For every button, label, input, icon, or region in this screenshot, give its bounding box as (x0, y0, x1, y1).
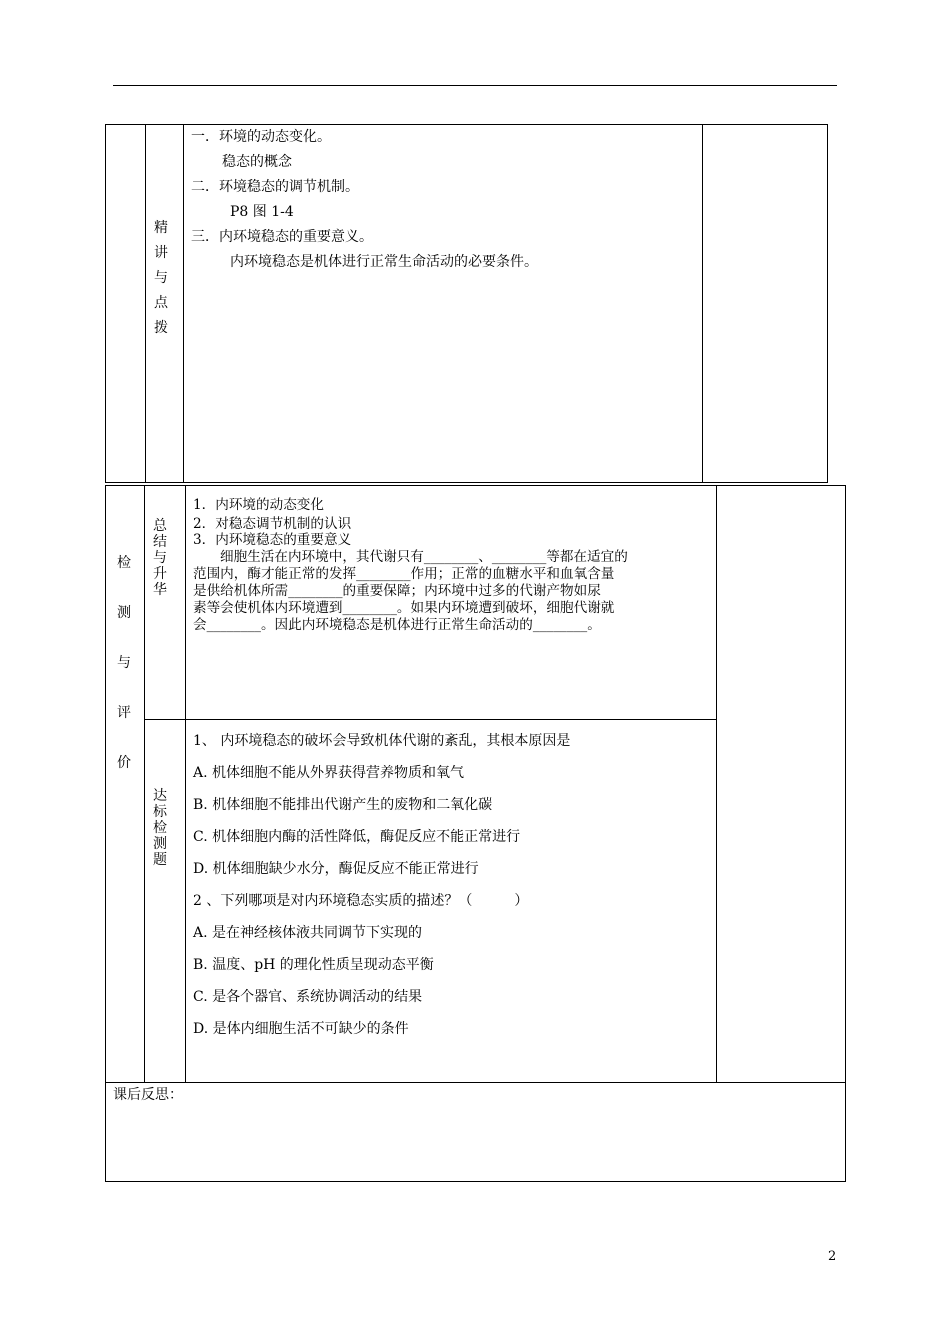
test-label-char: 测 (153, 836, 167, 852)
question-1-option-a: A. 机体细胞不能从外界获得营养物质和氧气 (193, 765, 465, 781)
section1-label-char: 拨 (154, 320, 168, 336)
question-1-option-d: D. 机体细胞缺少水分，酶促反应不能正常进行 (193, 861, 479, 877)
summary-item-3: 3．内环境稳态的重要意义 (193, 532, 352, 548)
section1-label-char: 讲 (154, 245, 168, 261)
header-rule (113, 85, 837, 86)
section2-outer-label-char: 评 (117, 705, 131, 721)
section2-outer-label-char: 与 (117, 655, 131, 671)
table1-col-divider-1 (145, 124, 146, 483)
test-label (150, 788, 170, 868)
test-label-char: 题 (153, 852, 167, 868)
table2-top-border (105, 485, 846, 486)
summary-paragraph-line: 范围内，酶才能正常的发挥________作用；正常的血糖水平和血氧含量 (193, 566, 615, 582)
summary-paragraph-line: 素等会使机体内环境遭到________。如果内环境遭到破坏，细胞代谢就 (193, 600, 615, 616)
question-2-option-d: D. 是体内细胞生活不可缺少的条件 (193, 1021, 409, 1037)
summary-label-char: 升 (153, 566, 167, 582)
summary-item-1: 1．内环境的动态变化 (193, 497, 324, 513)
table2-col-divider-2 (185, 485, 186, 1083)
summary-item-2: 2．对稳态调节机制的认识 (193, 516, 352, 532)
section1-line-6: 内环境稳态是机体进行正常生命活动的必要条件。 (230, 254, 538, 270)
section1-heading-2: 二．环境稳态的调节机制。 (191, 179, 359, 195)
page-number: 2 (828, 1249, 837, 1264)
test-label-char: 达 (153, 788, 167, 804)
table2-left-border (105, 485, 106, 1182)
summary-label (150, 518, 170, 598)
reflection-label: 课后反思： (113, 1087, 183, 1103)
summary-paragraph-line: 会________。因此内环境稳态是机体进行正常生命活动的________。 (193, 617, 601, 633)
table2-col-divider-1 (144, 485, 145, 1083)
question-2: 2 、下列哪项是对内环境稳态实质的描述？（ ） (193, 893, 529, 909)
table1-col-divider-3 (702, 124, 703, 483)
question-2-option-c: C. 是各个器官、系统协调活动的结果 (193, 989, 423, 1005)
summary-label-char: 与 (153, 550, 167, 566)
question-2-option-a: A. 是在神经核体液共同调节下实现的 (193, 925, 423, 941)
table2-right-border (845, 485, 846, 1182)
section2-outer-label (114, 552, 134, 802)
section1-heading-1: 一．环境的动态变化。 (191, 129, 331, 145)
question-1-option-c: C. 机体细胞内酶的活性降低，酶促反应不能正常进行 (193, 829, 521, 845)
table1-bottom-border (105, 482, 828, 483)
section1-heading-3: 三．内环境稳态的重要意义。 (191, 229, 373, 245)
section1-line-4: P8 图 1-4 (230, 204, 294, 220)
table1-col-divider-2 (183, 124, 184, 483)
table2-mid-divider (144, 719, 717, 720)
summary-label-char: 华 (153, 582, 167, 598)
table1-left-border (105, 124, 106, 483)
summary-paragraph-line: 细胞生活在内环境中，其代谢只有________、________等都在适宜的 (220, 549, 628, 565)
summary-paragraph-line: 是供给机体所需________的重要保障；内环境中过多的代谢产物如尿 (193, 583, 601, 599)
section2-outer-label-char: 价 (117, 755, 131, 771)
section1-label-char: 与 (154, 270, 168, 286)
summary-label-char: 结 (153, 534, 167, 550)
table2-col-divider-3 (716, 485, 717, 1083)
summary-label-char: 总 (153, 518, 167, 534)
section1-label (151, 217, 171, 342)
test-label-char: 检 (153, 820, 167, 836)
table1-top-border (105, 124, 828, 125)
question-2-option-b: B. 温度、pH 的理化性质呈现动态平衡 (193, 957, 434, 973)
section1-label-char: 点 (154, 295, 168, 311)
test-label-char: 标 (153, 804, 167, 820)
question-1-option-b: B. 机体细胞不能排出代谢产生的废物和二氧化碳 (193, 797, 493, 813)
table2-bottom-divider (105, 1082, 846, 1083)
table3-bottom-border (105, 1181, 846, 1182)
question-1: 1、 内环境稳态的破坏会导致机体代谢的紊乱，其根本原因是 (193, 733, 571, 749)
section1-label-char: 精 (154, 220, 168, 236)
section2-outer-label-char: 检 (117, 555, 131, 571)
table1-right-border (827, 124, 828, 483)
section2-outer-label-char: 测 (117, 605, 131, 621)
section1-line-2: 稳态的概念 (222, 154, 292, 170)
